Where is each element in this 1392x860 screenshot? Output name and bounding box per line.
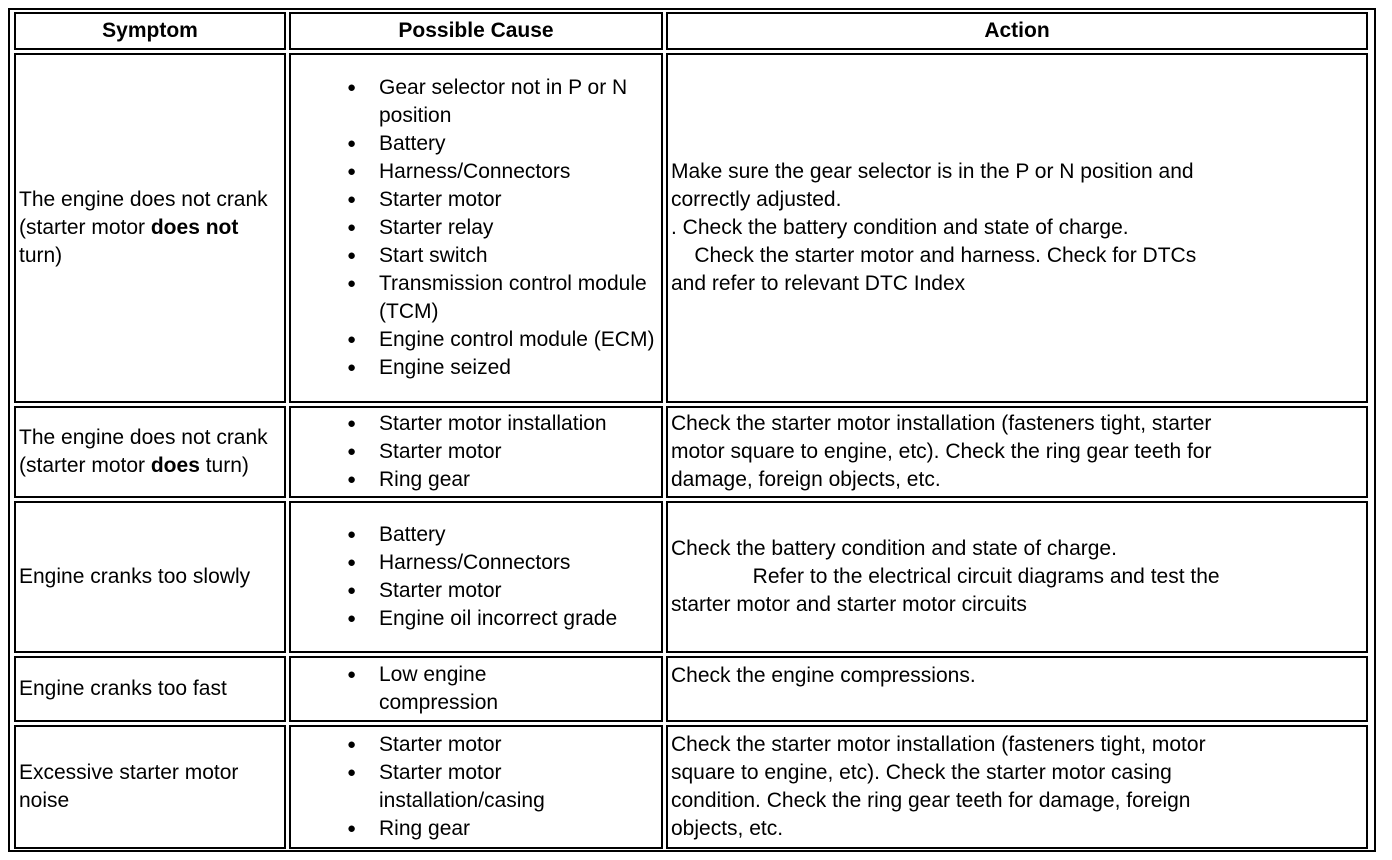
action-line: motor square to engine, etc). Check the ring gear teeth for (671, 440, 1212, 463)
cause-item: ● Starter relay (291, 214, 661, 242)
header-symptom: Symptom (14, 12, 286, 50)
cause-item: ● Battery (291, 521, 617, 549)
action-line: Check the engine compressions. (671, 664, 976, 687)
cause-cell (289, 501, 663, 653)
action-line: and refer to relevant DTC Index (671, 272, 966, 295)
cause-list (291, 661, 529, 717)
cause-item: ● Harness/Connectors (291, 158, 661, 186)
cause-cell (289, 406, 663, 498)
action-cell (666, 656, 1368, 722)
cause-item: ● Engine control module (ECM) (291, 326, 661, 354)
cause-item: ● Start switch (291, 242, 661, 270)
symptom-text: Engine cranks too fast (19, 677, 227, 700)
symptom-cell (14, 501, 286, 653)
action-line: damage, foreign objects, etc. (671, 468, 941, 491)
action-cell (666, 406, 1368, 498)
symptom-text: Engine cranks too slowly (19, 565, 251, 588)
action-line: starter motor and starter motor circuits (671, 593, 1027, 616)
cause-item: ● Starter motor installation/casing (291, 759, 589, 815)
action-cell (666, 501, 1368, 653)
cause-item: ● Battery (291, 130, 661, 158)
action-line: Check the starter motor installation (fasteners tight, motor (671, 733, 1206, 756)
cause-cell (289, 53, 663, 403)
cause-list (291, 521, 617, 633)
action-line: . Check the battery condition and state of charge. (671, 216, 1129, 239)
cause-cell (289, 656, 663, 722)
action-cell (666, 725, 1368, 849)
cause-item: ● Starter motor (291, 731, 589, 759)
action-text (671, 662, 976, 690)
cause-item: ● Starter motor (291, 186, 661, 214)
cause-item: ● Low engine compression (291, 661, 529, 717)
cause-item: ● Engine oil incorrect grade (291, 605, 617, 633)
symptom-cell (14, 406, 286, 498)
cause-item: ● Starter motor installation (291, 410, 607, 438)
action-line: Refer to the electrical circuit diagrams and test the (671, 565, 1220, 588)
action-text (671, 158, 1196, 298)
symptom-text: Excessive starter motor noise (19, 761, 239, 812)
action-line: square to engine, etc). Check the starter motor casing (671, 761, 1172, 784)
cause-item: ● Starter motor (291, 438, 607, 466)
symptom-cell (14, 725, 286, 849)
action-line: objects, etc. (671, 817, 784, 840)
action-line: Check the battery condition and state of charge. (671, 537, 1117, 560)
action-line: Check the starter motor and harness. Check for DTCs (671, 244, 1197, 267)
action-text (671, 535, 1220, 619)
cause-item: ● Engine seized (291, 354, 661, 382)
cause-item: ● Ring gear (291, 466, 607, 494)
symptom-text: The engine does not crank (starter motor does turn) (19, 426, 268, 477)
cause-list (291, 410, 607, 494)
action-line: Check the starter motor installation (fasteners tight, starter (671, 412, 1212, 435)
header-possible-cause: Possible Cause (289, 12, 663, 50)
cause-list (291, 74, 661, 382)
symptom-cell (14, 53, 286, 403)
action-cell (666, 53, 1368, 403)
symptom-text: The engine does not crank (starter motor does not turn) (19, 188, 268, 267)
action-line: correctly adjusted. (671, 188, 842, 211)
header-action: Action (666, 12, 1368, 50)
cause-item: ● Transmission control module (TCM) (291, 270, 661, 326)
action-line: condition. Check the ring gear teeth for damage, foreign (671, 789, 1191, 812)
cause-item: ● Gear selector not in P or N position (291, 74, 661, 130)
cause-item: ● Starter motor (291, 577, 617, 605)
action-line: Make sure the gear selector is in the P or N position and (671, 160, 1194, 183)
cause-list (291, 731, 589, 843)
cause-item: ● Ring gear (291, 815, 589, 843)
cause-cell (289, 725, 663, 849)
cause-item: ● Harness/Connectors (291, 549, 617, 577)
symptom-cell (14, 656, 286, 722)
action-text (671, 410, 1211, 494)
action-text (671, 731, 1206, 843)
